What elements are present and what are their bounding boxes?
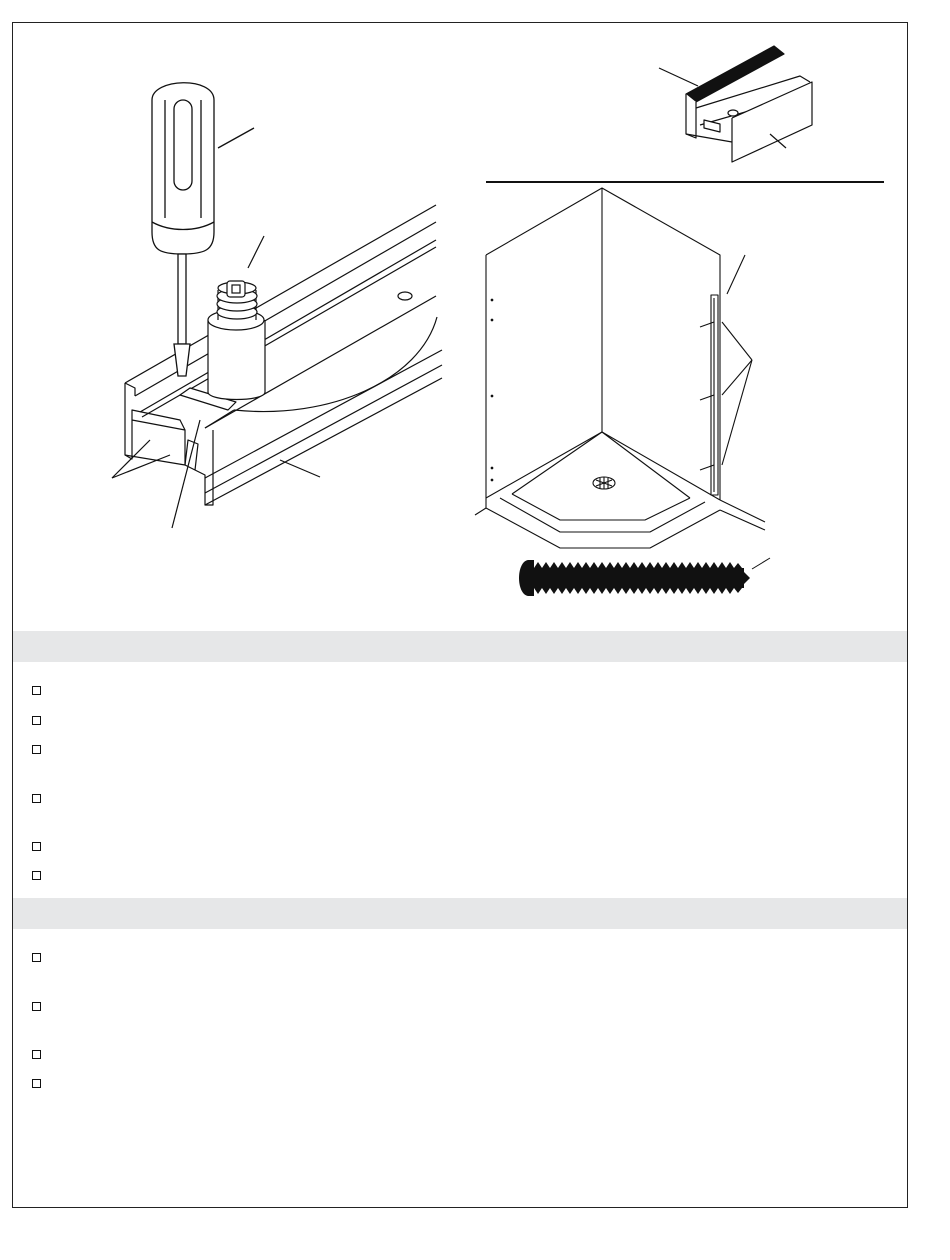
step-checkbox-4[interactable] [32, 794, 41, 803]
step-checkbox-8[interactable] [32, 1002, 41, 1011]
section-header-band-2 [13, 898, 907, 929]
shower-enclosure-illustration [475, 188, 765, 548]
section-header-band-1 [13, 631, 907, 662]
screw-icon [519, 558, 770, 596]
step-checkbox-5[interactable] [32, 842, 41, 851]
track-illustration [112, 205, 442, 528]
step-checkbox-2[interactable] [32, 716, 41, 725]
step-checkbox-6[interactable] [32, 871, 41, 880]
track-profile-illustration [659, 46, 812, 162]
step-checkbox-10[interactable] [32, 1079, 41, 1088]
bumper-cap-icon [208, 236, 265, 400]
step-checkbox-3[interactable] [32, 745, 41, 754]
step-checkbox-7[interactable] [32, 953, 41, 962]
step-checkbox-1[interactable] [32, 686, 41, 695]
step-checkbox-9[interactable] [32, 1050, 41, 1059]
